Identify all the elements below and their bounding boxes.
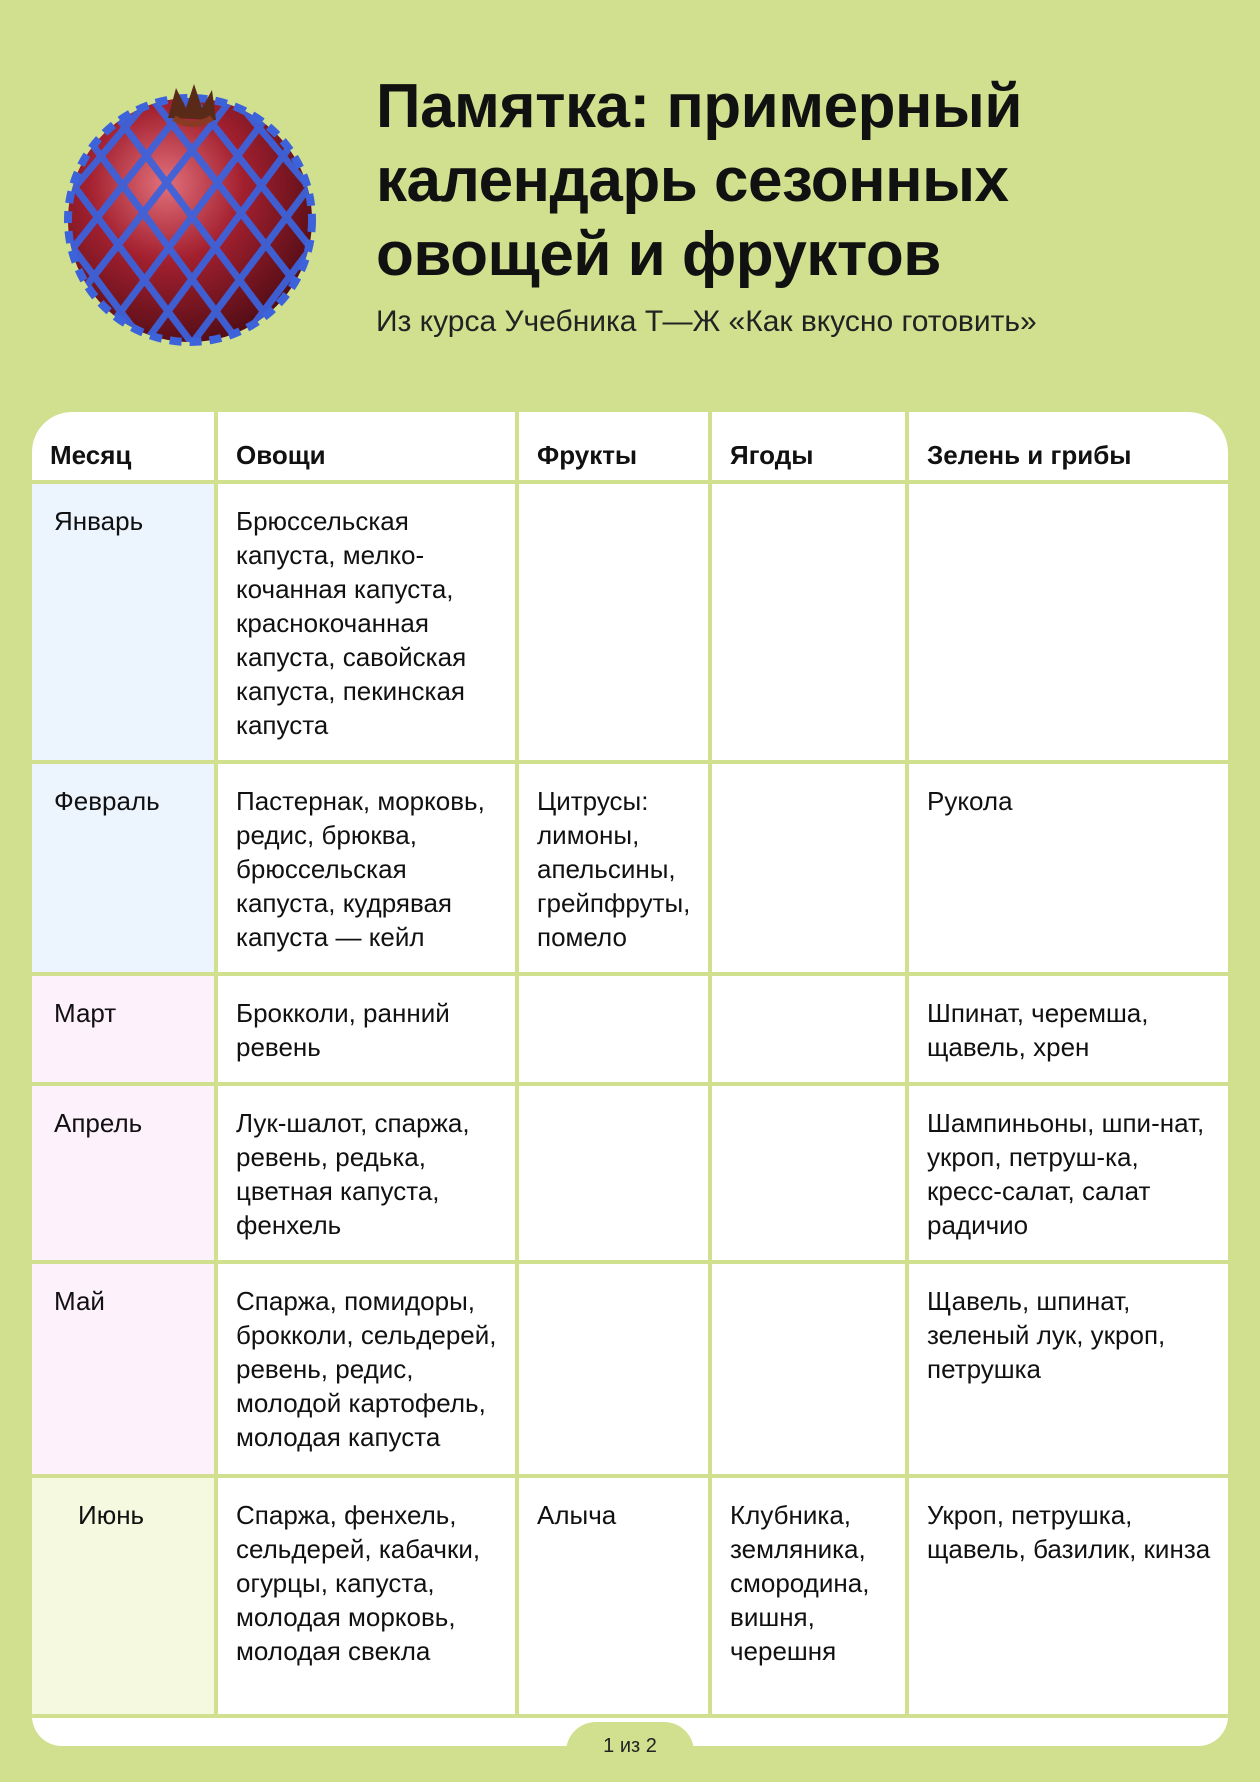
page-title: Памятка: примерный календарь сезонных овощей и фруктов <box>376 72 1022 289</box>
pomegranate-image <box>52 70 332 350</box>
seasonal-calendar-table <box>32 412 1228 1746</box>
column-header-month: Месяц <box>32 412 216 482</box>
greens-cell: Щавель, шпинат, зеленый лук, укроп, петрушка <box>907 1262 1228 1476</box>
berries-cell <box>710 1084 907 1262</box>
month-cell: Май <box>32 1262 216 1476</box>
fruits-cell <box>517 482 710 762</box>
month-cell: Февраль <box>32 762 216 974</box>
vegetables-cell: Брокколи, ранний ревень <box>216 974 517 1084</box>
vegetables-cell: Спаржа, фенхель, сельдерей, кабачки, огурцы, капуста, молодая морковь, молодая свекла <box>216 1476 517 1716</box>
greens-cell <box>907 482 1228 762</box>
vegetables-cell: Спаржа, помидоры, брокколи, сельдерей, ревень, редис, молодой картофель, молодая капуста <box>216 1262 517 1476</box>
vegetables-cell: Брюссельская капуста, мелко-кочанная капуста, краснокочанная капуста, савойская капуста, пекинская капуста <box>216 482 517 762</box>
fruits-cell <box>517 1262 710 1476</box>
table-row <box>32 1476 1228 1716</box>
fruits-cell: Алыча <box>517 1476 710 1716</box>
page-indicator: 1 из 2 <box>566 1722 694 1782</box>
berries-cell: Клубника, земляника, смородина, вишня, черешня <box>710 1476 907 1716</box>
greens-cell: Шпинат, черемша, щавель, хрен <box>907 974 1228 1084</box>
table-row <box>32 762 1228 974</box>
greens-cell: Рукола <box>907 762 1228 974</box>
column-header-vegetables: Овощи <box>216 412 517 482</box>
berries-cell <box>710 762 907 974</box>
column-header-greens: Зелень и грибы <box>907 412 1228 482</box>
fruits-cell <box>517 974 710 1084</box>
berries-cell <box>710 974 907 1084</box>
page-subtitle: Из курса Учебника Т—Ж «Как вкусно готовить» <box>376 305 1037 338</box>
berries-cell <box>710 1262 907 1476</box>
vegetables-cell: Пастернак, морковь, редис, брюква, брюссельская капуста, кудрявая капуста — кейл <box>216 762 517 974</box>
month-cell: Январь <box>32 482 216 762</box>
table-row <box>32 1262 1228 1476</box>
table-row <box>32 974 1228 1084</box>
fruits-cell: Цитрусы: лимоны, апельсины, грейпфруты, помело <box>517 762 710 974</box>
month-cell: Июнь <box>32 1476 216 1716</box>
table-row <box>32 1084 1228 1262</box>
greens-cell: Шампиньоны, шпи-нат, укроп, петруш-ка, кресс-салат, салат радичио <box>907 1084 1228 1262</box>
fruits-cell <box>517 1084 710 1262</box>
column-header-berries: Ягоды <box>710 412 907 482</box>
berries-cell <box>710 482 907 762</box>
month-cell: Апрель <box>32 1084 216 1262</box>
column-header-fruits: Фрукты <box>517 412 710 482</box>
pomegranate-icon <box>52 70 332 350</box>
greens-cell: Укроп, петрушка, щавель, базилик, кинза <box>907 1476 1228 1716</box>
table-header-row <box>32 412 1228 482</box>
table-row <box>32 482 1228 762</box>
month-cell: Март <box>32 974 216 1084</box>
vegetables-cell: Лук-шалот, спаржа, ревень, редька, цветная капуста, фенхель <box>216 1084 517 1262</box>
